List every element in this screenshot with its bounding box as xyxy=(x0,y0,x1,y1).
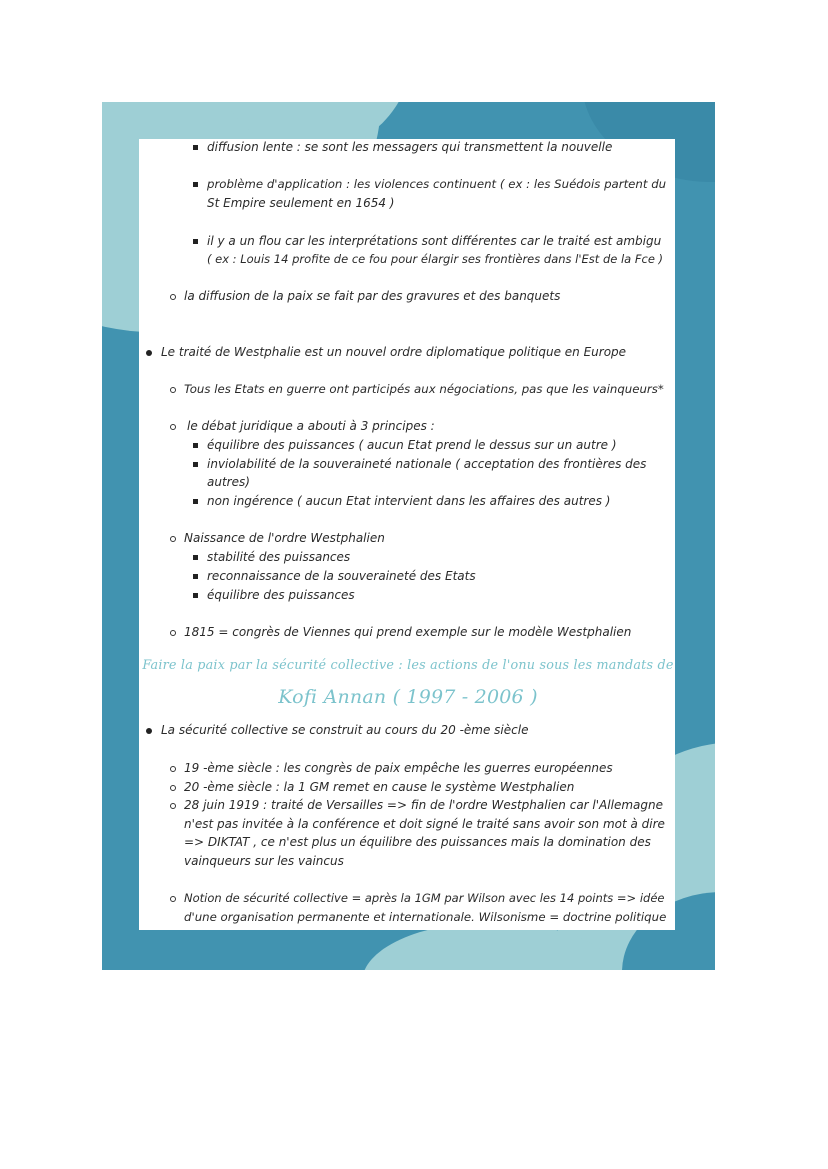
list-item-continuation: vainqueurs sur les vaincus xyxy=(184,854,344,868)
list-item: Notion de sécurité collective = après la 1GM par Wilson avec les 14 points => idée xyxy=(184,891,665,905)
bullet-circle-icon xyxy=(170,785,176,791)
bullet-square-icon xyxy=(193,499,198,504)
bullet-circle-icon xyxy=(170,424,176,430)
list-item: problème d'application : les violences continuent ( ex : les Suédois partent du xyxy=(207,177,667,191)
bullet-square-icon xyxy=(193,574,198,579)
bullet-square-icon xyxy=(193,145,198,150)
list-item: la diffusion de la paix se fait par des gravures et des banquets xyxy=(184,289,561,303)
bullet-dot-icon xyxy=(146,350,152,356)
list-item-continuation: St Empire seulement en 1654 ) xyxy=(207,196,395,210)
list-item: diffusion lente : se sont les messagers qui transmettent la nouvelle xyxy=(207,140,613,154)
list-item: équilibre des puissances xyxy=(207,588,355,602)
bullet-circle-icon xyxy=(170,766,176,772)
list-item-continuation: autres) xyxy=(207,475,250,489)
bullet-square-icon xyxy=(193,239,198,244)
list-item: stabilité des puissances xyxy=(207,550,351,564)
bullet-square-icon xyxy=(193,555,198,560)
list-item-continuation: n'est pas invitée à la conférence et doit signé le traité sans avoir son mot à dire xyxy=(184,817,665,831)
bullet-dot-icon xyxy=(146,728,152,734)
list-item: 20 -ème siècle : la 1 GM remet en cause le système Westphalien xyxy=(184,780,575,794)
list-item: 1815 = congrès de Viennes qui prend exemple sur le modèle Westphalien xyxy=(184,625,632,639)
section-heading: Le traité de Westphalie est un nouvel ordre diplomatique politique en Europe xyxy=(161,345,627,359)
bullet-square-icon xyxy=(193,443,198,448)
section-heading: La sécurité collective se construit au cours du 20 -ème siècle xyxy=(161,723,529,737)
list-item: non ingérence ( aucun Etat intervient dans les affaires des autres ) xyxy=(207,494,611,508)
bullet-circle-icon xyxy=(170,803,176,809)
bullet-circle-icon xyxy=(170,896,176,902)
list-item: équilibre des puissances ( aucun Etat prend le dessus sur un autre ) xyxy=(207,438,617,452)
list-item: Naissance de l'ordre Westphalien xyxy=(184,531,385,545)
bullet-circle-icon xyxy=(170,630,176,636)
list-item: il y a un flou car les interprétations sont différentes car le traité est ambigu xyxy=(207,234,662,248)
list-item: 28 juin 1919 : traité de Versailles => fin de l'ordre Westphalien car l'Allemagne xyxy=(184,798,663,812)
bullet-square-icon xyxy=(193,593,198,598)
bullet-square-icon xyxy=(193,462,198,467)
bullet-square-icon xyxy=(193,182,198,187)
section-title: Faire la paix par la sécurité collective : les actions de l'onu sous les mandats de xyxy=(142,658,674,673)
list-item: Tous les Etats en guerre ont participés aux négociations, pas que les vainqueurs* xyxy=(184,382,664,396)
list-item: inviolabilité de la souveraineté nationale ( acceptation des frontières des xyxy=(207,457,647,471)
list-item: le débat juridique a abouti à 3 principes : xyxy=(187,419,435,433)
list-item: reconnaissance de la souveraineté des Etats xyxy=(207,569,476,583)
list-item-continuation: => DIKTAT , ce n'est plus un équilibre des puissances mais la domination des xyxy=(184,835,651,849)
bullet-circle-icon xyxy=(170,536,176,542)
list-item: 19 -ème siècle : les congrès de paix empêche les guerres européennes xyxy=(184,761,613,775)
bullet-circle-icon xyxy=(170,294,176,300)
bullet-circle-icon xyxy=(170,387,176,393)
list-item-continuation: ( ex : Louis 14 profite de ce fou pour élargir ses frontières dans l'Est de la Fce ) xyxy=(207,252,664,266)
list-item-continuation: d'une organisation permanente et internationale. Wilsonisme = doctrine politique xyxy=(184,910,667,924)
section-title-line2: Kofi Annan ( 1997 - 2006 ) xyxy=(278,686,538,708)
